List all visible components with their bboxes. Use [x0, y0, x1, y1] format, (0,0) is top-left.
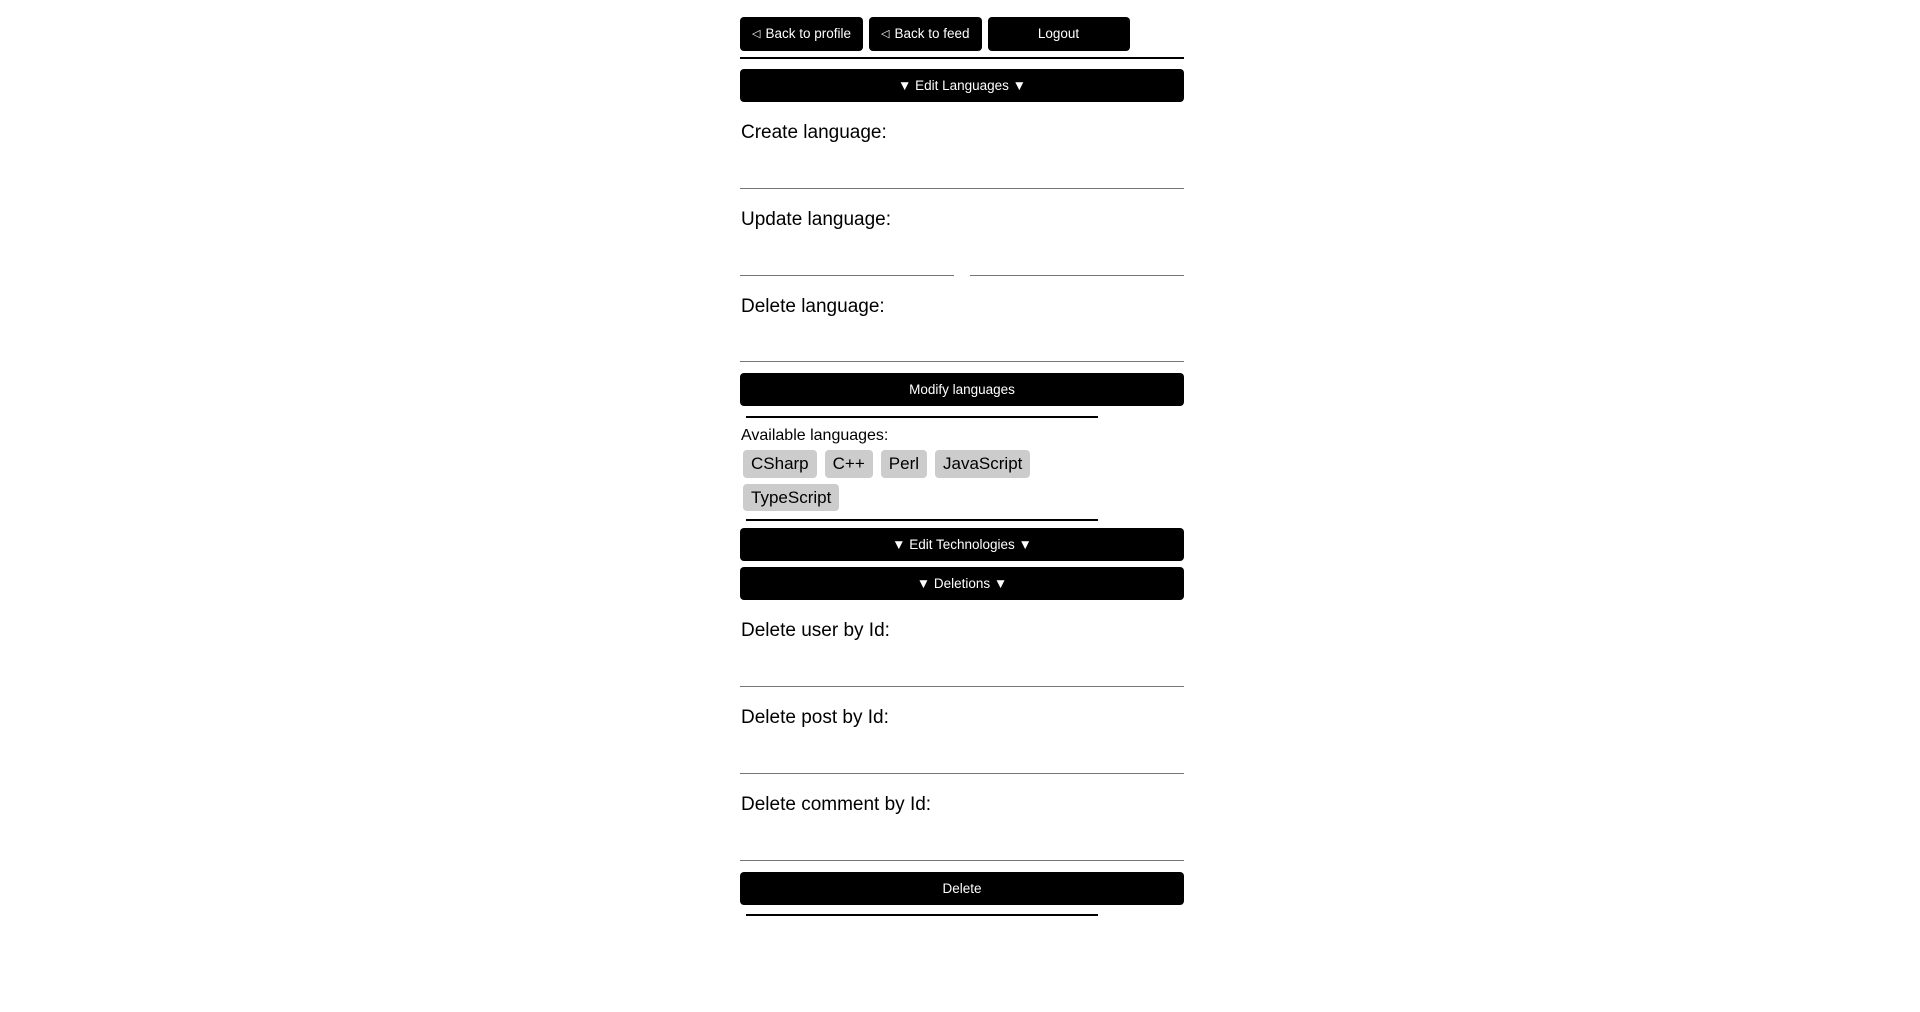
divider-under-languages: [746, 519, 1098, 521]
update-language-new-input[interactable]: [970, 249, 1184, 276]
back-to-profile-label: Back to profile: [765, 26, 852, 41]
deletions-section-toggle[interactable]: ▼ Deletions ▼: [740, 567, 1184, 600]
language-chip[interactable]: Perl: [881, 450, 927, 478]
divider-under-nav: [740, 57, 1184, 59]
left-arrow-icon: ◁: [881, 28, 890, 40]
delete-user-label: Delete user by Id:: [741, 620, 890, 642]
delete-post-label: Delete post by Id:: [741, 707, 889, 729]
delete-language-input[interactable]: [740, 335, 1184, 362]
back-to-feed-button[interactable]: [869, 17, 982, 51]
update-language-old-input[interactable]: [740, 249, 954, 276]
delete-button[interactable]: Delete: [740, 872, 1184, 905]
delete-comment-input[interactable]: [740, 834, 1184, 861]
create-language-input[interactable]: [740, 162, 1184, 189]
delete-language-label: Delete language:: [741, 295, 885, 317]
top-navigation: [740, 0, 1184, 51]
content-column: [740, 0, 1184, 916]
delete-user-input[interactable]: [740, 660, 1184, 687]
spacer: [740, 362, 1184, 373]
edit-languages-section-toggle[interactable]: ▼ Edit Languages ▼: [740, 69, 1184, 102]
divider-under-modify: [746, 416, 1098, 418]
divider-under-delete: [746, 914, 1098, 916]
back-to-profile-button[interactable]: [740, 17, 863, 51]
language-chip[interactable]: TypeScript: [743, 484, 839, 512]
delete-comment-label: Delete comment by Id:: [741, 794, 932, 816]
language-chip[interactable]: CSharp: [743, 450, 817, 478]
edit-technologies-section-toggle[interactable]: ▼ Edit Technologies ▼: [740, 528, 1184, 561]
left-arrow-icon: ◁: [752, 28, 761, 40]
language-chip[interactable]: JavaScript: [935, 450, 1030, 478]
update-language-row: [740, 249, 1184, 276]
logout-button[interactable]: Logout: [988, 17, 1130, 51]
available-languages-label: Available languages:: [741, 427, 889, 445]
language-chip[interactable]: C++: [825, 450, 873, 478]
available-languages-list: [743, 450, 1095, 511]
modify-languages-button[interactable]: Modify languages: [740, 373, 1184, 406]
update-language-label: Update language:: [741, 208, 892, 230]
create-language-label: Create language:: [741, 122, 887, 143]
delete-post-input[interactable]: [740, 747, 1184, 774]
back-to-feed-label: Back to feed: [894, 26, 970, 41]
spacer: [740, 861, 1184, 872]
